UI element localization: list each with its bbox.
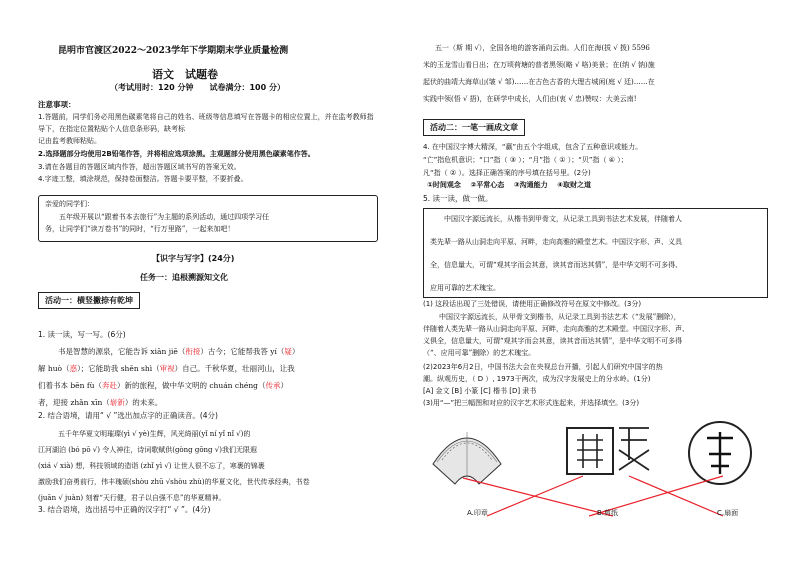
answer-chuancheng: 传承 <box>265 381 281 390</box>
answer-zhanxin: 崭新 <box>109 398 125 407</box>
task-1: 任务一：追根溯源知文化 <box>140 273 228 282</box>
question-1: 1. 读一读，写一写。(6分) <box>38 330 126 339</box>
q5-1: (1) 这段话出现了三处错误，请使用正确修改符号在原文中修改。(3分) <box>423 300 642 308</box>
q2-line-3: (xiá √ xià) 想，科技领域的造诣 (zhǐ yì √) 让世人很不忘了，寒裹的锦裹 <box>38 462 265 470</box>
note-4: 4.字迹工整，填涂规范，保持卷面整洁。答题卡要平整，不要折叠。 <box>38 175 248 183</box>
question-2: 2. 结合语境，请用“ √ ”选出加点字的正确读音。(4分) <box>38 411 218 420</box>
passage-box <box>423 208 768 298</box>
passage-line-2: 类先辈一路从山洞走向平原、河畔，走向高雅的殿堂艺术。中国汉字形、声、义具 <box>430 238 682 246</box>
q4-line-1: 4. 在中国汉字博大精深，“赢”由五个字组成，包含了五种意识或能力。 <box>423 143 643 151</box>
subject-title: 语文 试题卷 <box>152 68 218 81</box>
passage-line-1: 中国汉字源远流长，从楷书到甲骨文，从记录工具到书法艺术发展，伴随着人 <box>444 215 682 223</box>
question-5: 5. 读一读，做一做。 <box>423 194 493 203</box>
q5-2-line-2: 潮。纵观历史，（ D ）, 1973干两次，成为汉字发展史上的分水岭。(1分) <box>423 375 651 383</box>
answer-huo: 惑 <box>69 364 78 373</box>
q5-1-line-3: 义俱全，信息量大，可谓“观其字而会其意，读其音而达其情”，是中华文明不可多得 <box>423 337 683 345</box>
answer-benfu: 奔赴 <box>101 381 117 390</box>
q1-line-2: 解 huò（惑）；它能助我 shěn shì（审视）自己。千秋华夏，壮丽河山，让我 <box>38 364 295 373</box>
note-2: 2.选择题部分均使用2B铅笔作答，并将相应选项涂黑。主观题部分使用黑色碳素笔作答。 <box>38 150 315 158</box>
q5-1-line-2: 伴随着人类先辈一路从山洞走向平原、河畔，走向高雅的艺术殿堂。中国汉字形、声、 <box>423 325 689 333</box>
q4-options: ①时间观念 ②平常心态 ③沟通能力 ④取财之道 <box>427 181 592 189</box>
note-1c: 记由监考教师粘贴。 <box>38 137 101 145</box>
intro-greeting: 亲爱的同学们： <box>45 200 94 208</box>
question-3: 3. 结合语境，选出括号中正确的汉字打“ √ ”。(4分) <box>38 505 211 514</box>
activity-1-header: 活动一：横竖撇捺有乾坤 <box>38 292 140 309</box>
exam-info: （考试用时：120 分钟 试卷满分：100 分） <box>110 83 285 92</box>
note-1: 1.答题前，同学们务必用黑色碳素笔将自己的姓名、班级等信息填写在答题卡的相应位置上，并在监考教师指 <box>38 113 374 121</box>
passage-line-4: 应用可靠的艺术瑰宝。 <box>430 284 500 292</box>
answer-yi: 疑 <box>284 347 292 356</box>
q4-line-2: “亡”指危机意识；“口”指（ ③ ）；“月”指（ ① ）；“贝”指（ ④ ）； <box>423 156 628 164</box>
activity-2-header: 活动二：一笔一画成文章 <box>423 119 525 136</box>
q1-line-4: 者，迎接 zhǎn xīn（崭新）的未来。 <box>38 398 163 407</box>
section-title: 【识字与写字】(24分) <box>152 254 235 263</box>
intro-line-2: 务，让同学们“读万卷书”的同时，“行万里路”，一起来加吧！ <box>45 225 235 233</box>
intro-line-1: 五年级开展以“跟着书本去旅行”为主题的系列活动，通过四项学习任 <box>59 213 270 221</box>
note-3: 3.请在各题目的答题区域内作答，超出答题区域书写的答案无效。 <box>38 163 241 171</box>
q2-line-1: 五千年华夏文明璀璨(yì √ yè)生辉，风光绮丽(yǐ ní yǐ nǐ √)的 <box>58 430 251 438</box>
q2-line-2: 江河湖泊 (bó pō √) 令人神往，诗词歌赋供(gòng gōng √)我们无限遐 <box>38 446 257 454</box>
q1-line-3: 们着书本 bēn fù（奔赴）新的旅程，做中华文明的 chuán chéng（传承） <box>38 381 288 390</box>
q4-line-3: 凡“指（ ② ）。选择正确答案的序号填在括号里。(2分) <box>423 169 591 177</box>
passage-line-3: 全，信息量大，可谓“观其字而会其意，读其音而达其情”，是中华文明不可多得、 <box>430 261 683 269</box>
q5-3: (3)用“—”把三幅图和对应的汉字艺术形式连起来，并选择填空。(3分) <box>423 399 640 407</box>
exam-title: 昆明市官渡区2022～2023学年下学期期末学业质量检测 <box>58 46 289 56</box>
top-line-4: 实践中领(悟 √ 捂)，在研学中成长，人们由(衷 √ 忠)赞叹：大美云南! <box>423 95 637 103</box>
matching-lines <box>423 470 773 530</box>
notes-title: 注意事项： <box>38 100 76 109</box>
q5-1-line-1: 中国汉字源远流长，从甲骨文到楷书，从记录工具到书法艺术（“发展”删除）， <box>439 313 681 321</box>
answer-xianjie: 衔接 <box>185 347 201 356</box>
top-line-2: 米的玉龙雪山看日出；在万顷荷塘的普者黑领(略 √ 咯)美景；在(纳 √ 钠)施 <box>423 61 655 69</box>
top-line-1: 五一（斯 期 √），全国各地的游客涌向云南。人们在海(拔 √ 拨) 5596 <box>435 44 650 52</box>
top-line-3: 起伏的曲靖大海草山(皱 √ 邹)……在古色古香的大理古城闲(庭 √ 廷)……在 <box>423 78 655 86</box>
q1-line-1: 书是智慧的源泉，它能告诉 xiān jiē（衔接）古今；它能帮我答 yí（疑） <box>58 347 300 356</box>
caption-a: A.印章 <box>467 509 488 517</box>
caption-c: C.扇面 <box>717 509 739 517</box>
q2-line-5: (juān √ juàn) 刻着“天行健，君子以自强不息”的华夏精神。 <box>38 494 226 502</box>
q5-2-options: [A] 金文 [B] 小篆 [C] 楷书 [D] 隶书 <box>423 387 537 395</box>
caption-b: B.剪纸 <box>597 509 619 517</box>
q2-line-4: 激励我们奋勇前行，伟丰瑰硕(shòu zhū √shòu zhù)的华夏文化，世代传承经典，书卷 <box>38 478 310 486</box>
note-1b: 导下，在指定位置粘贴个人信息条形码，缺考标 <box>38 125 185 133</box>
intro-box <box>38 195 378 242</box>
q5-1-line-4: （“、应用可靠”删除）的艺术瑰宝。 <box>423 349 536 357</box>
q5-2-line-1: (2)2023年6月2日，中国书法大会在央视总台开播，引起人们研究中国字的热 <box>423 363 663 371</box>
answer-shenshi: 审视 <box>159 364 175 373</box>
